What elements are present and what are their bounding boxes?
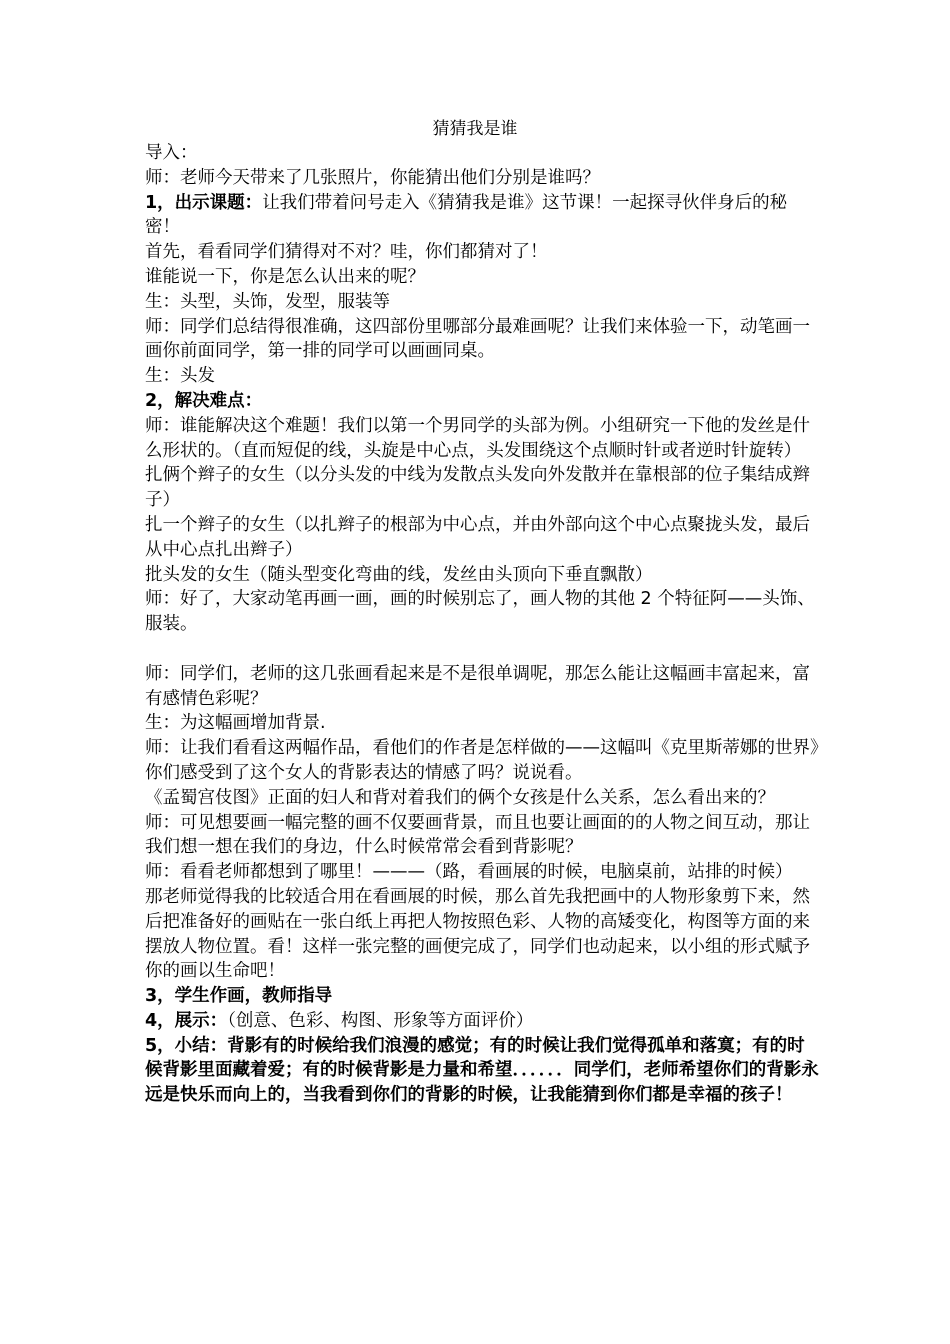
paragraph: 师：老师今天带来了几张照片，你能猜出他们分别是谁吗？ — [145, 167, 600, 188]
paragraph: 师：看看老师都想到了哪里！———（路，看画展的时候，电脑桌前，站排的时候） — [145, 862, 793, 883]
paragraph-intro: 导入： — [145, 143, 198, 163]
paragraph-step-3 — [145, 984, 820, 1009]
paragraph-step-2 — [145, 389, 820, 414]
paragraph: 生：头型，头饰，发型，服装等 — [145, 291, 390, 312]
step-text: 让我们带着问号走入《猜猜我是谁》这节课！一起探寻伙伴身后的秘密！ — [145, 192, 788, 238]
paragraph: 《孟蜀宫伎图》正面的妇人和背对着我们的俩个女孩是什么关系，怎么看出来的？ — [145, 787, 775, 808]
paragraph-step-5: 5，小结：背影有的时候给我们浪漫的感觉；有的时候让我们觉得孤单和落寞；有的时候背影里面藏着爱；有的时候背影是力量和希望．．．．．．同学们，老师希望你们的背影永远是快乐而向上的，当我看到你们的背影的时候，让我能猜到你们都是幸福的孩子！ — [145, 1035, 819, 1106]
step-text: （创意、色彩、构图、形象等方面评价） — [227, 1010, 534, 1031]
step-label: 2，解决难点： — [145, 390, 263, 411]
document-body — [145, 141, 820, 1108]
step-label: 3，学生作画，教师指导 — [145, 986, 333, 1007]
blank-line — [145, 637, 820, 662]
step-label: 1，出示课题： — [145, 192, 263, 213]
document-title: 猜猜我是谁 — [432, 119, 518, 139]
paragraph: 谁能说一下，你是怎么认出来的呢？ — [145, 266, 425, 287]
paragraph: 师：让我们看看这两幅作品，看他们的作者是怎样做的——这幅叫《克里斯蒂娜的世界》你们感受到了这个女人的背影表达的情感了吗？说说看。 — [145, 738, 819, 783]
paragraph: 师：同学们，老师的这几张画看起来是不是很单调呢，那怎么能让这幅画丰富起来，富有感情色彩呢？ — [145, 663, 810, 709]
paragraph: 师：好了，大家动笔再画一画，画的时候别忘了，画人物的其他 2 个特征阿——头饰、服装。 — [145, 589, 815, 635]
paragraph: 师：可见想要画一幅完整的画不仅要画背景，而且也要让画面的的人物之间互动，那让我们想一想在我们的身边，什么时候常常会看到背影呢？ — [145, 812, 810, 858]
paragraph: 扎一个辫子的女生（以扎辫子的根部为中心点，并由外部向这个中心点聚拢头发，最后从中心点扎出辫子） — [145, 514, 810, 560]
paragraph: 生：头发 — [145, 366, 215, 387]
paragraph: 生：为这幅画增加背景. — [145, 713, 326, 734]
paragraph: 师：谁能解决这个难题！我们以第一个男同学的头部为例。小组研究一下他的发丝是什么形状的。（直而短促的线，头旋是中心点，头发围绕这个点顺时针或者逆时针旋转） — [145, 415, 810, 461]
paragraph: 扎俩个辫子的女生（以分头发的中线为发散点头发向外发散并在靠根部的位子集结成辫子） — [145, 465, 810, 511]
paragraph: 师：同学们总结得很准确，这四部份里哪部分最难画呢？让我们来体验一下，动笔画一画你前面同学，第一排的同学可以画画同桌。 — [145, 316, 810, 362]
paragraph-step-4 — [145, 1009, 820, 1034]
step-label: 4，展示： — [145, 1010, 228, 1031]
paragraph: 批头发的女生（随头型变化弯曲的线，发丝由头顶向下垂直飘散） — [145, 564, 653, 585]
paragraph: 那老师觉得我的比较适合用在看画展的时候，那么首先我把画中的人物形象剪下来，然后把准备好的画贴在一张白纸上再把人物按照色彩、人物的高矮变化，构图等方面的来摆放人物位置。看！这样一张完整的画便完成了，同学们也动起来，以小组的形式赋予你的画以生命吧！ — [145, 886, 810, 982]
paragraph: 首先，看看同学们猜得对不对？哇，你们都猜对了！ — [145, 242, 548, 263]
paragraph-step-1 — [145, 191, 820, 241]
